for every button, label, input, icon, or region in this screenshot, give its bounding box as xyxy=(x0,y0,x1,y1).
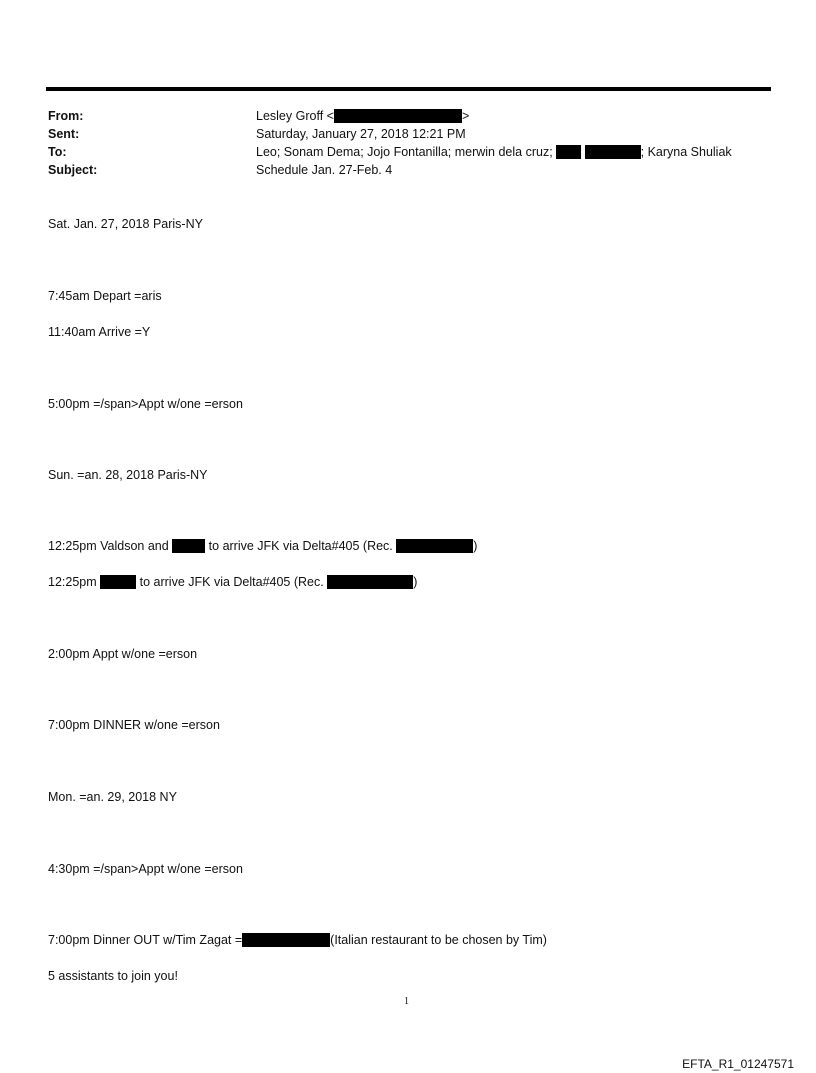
subject-value: Schedule Jan. 27-Feb. 4 xyxy=(256,163,393,177)
redaction-box xyxy=(396,539,473,553)
schedule-item: 4:30pm =/span>Appt w/one =erson xyxy=(48,862,243,876)
schedule-text: 7:00pm Dinner OUT w/Tim Zagat = xyxy=(48,933,243,947)
to-recipients: Leo; Sonam Dema; Jojo Fontanilla; merwin dela cruz; xyxy=(256,145,553,159)
schedule-text: 12:25pm xyxy=(48,575,97,589)
subject-label: Subject: xyxy=(48,163,98,177)
schedule-item: 5:00pm =/span>Appt w/one =erson xyxy=(48,397,243,411)
schedule-item: 2:00pm Appt w/one =erson xyxy=(48,647,198,661)
sent-label: Sent: xyxy=(48,127,80,141)
from-label: From: xyxy=(48,109,84,123)
from-value xyxy=(256,109,469,124)
schedule-date-line: Mon. =an. 29, 2018 NY xyxy=(48,790,177,804)
redaction-box xyxy=(100,575,136,589)
schedule-text: to arrive JFK via Delta#405 (Rec. xyxy=(208,539,393,553)
redaction-box xyxy=(334,109,462,123)
sent-value: Saturday, January 27, 2018 12:21 PM xyxy=(256,127,466,141)
schedule-item xyxy=(48,539,477,554)
schedule-text: (Italian restaurant to be chosen by Tim) xyxy=(330,933,547,947)
to-recipients-end: ; Karyna Shuliak xyxy=(640,145,732,159)
redaction-box xyxy=(556,145,581,159)
schedule-item: 7:00pm DINNER w/one =erson xyxy=(48,718,220,732)
schedule-item xyxy=(48,575,417,590)
redaction-box xyxy=(585,145,641,159)
redaction-box xyxy=(172,539,205,553)
redaction-box xyxy=(242,933,330,947)
schedule-text: ) xyxy=(413,575,418,589)
page-number: 1 xyxy=(404,996,409,1007)
schedule-item xyxy=(48,933,547,948)
schedule-item: 11:40am Arrive =Y xyxy=(48,325,151,339)
schedule-note: 5 assistants to join you! xyxy=(48,969,178,983)
schedule-date-line: Sat. Jan. 27, 2018 Paris-NY xyxy=(48,217,203,231)
from-name: Lesley Groff < xyxy=(256,109,334,123)
schedule-text: ) xyxy=(473,539,478,553)
header-divider xyxy=(46,87,771,91)
schedule-text: to arrive JFK via Delta#405 (Rec. xyxy=(139,575,324,589)
to-label: To: xyxy=(48,145,67,159)
schedule-item: 7:45am Depart =aris xyxy=(48,289,162,303)
to-value xyxy=(256,145,732,160)
document-id: EFTA_R1_01247571 xyxy=(682,1057,794,1071)
redaction-box xyxy=(327,575,413,589)
from-close: > xyxy=(461,109,470,123)
schedule-text: 12:25pm Valdson and xyxy=(48,539,169,553)
schedule-date-line: Sun. =an. 28, 2018 Paris-NY xyxy=(48,468,208,482)
